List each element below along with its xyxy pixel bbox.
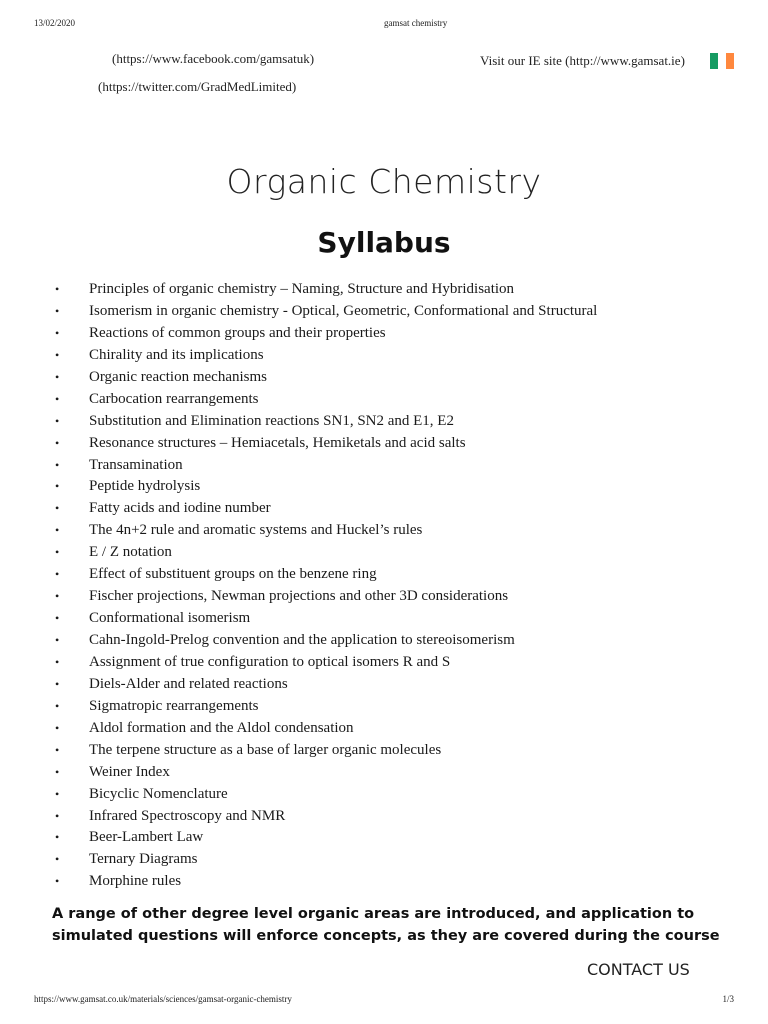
flag-green-band [710, 53, 718, 69]
page-title: Organic Chemistry [226, 162, 542, 201]
print-footer-url: https://www.gamsat.co.uk/materials/sciences/gamsat-organic-chemistry [34, 994, 292, 1004]
syllabus-item: • Carbocation rearrangements [52, 389, 597, 411]
syllabus-item: • Chirality and its implications [52, 345, 597, 367]
contact-us-link[interactable]: CONTACT US [587, 960, 690, 979]
syllabus-item: • Infrared Spectroscopy and NMR [52, 806, 597, 828]
syllabus-item: • Morphine rules [52, 871, 597, 893]
ie-site-link[interactable]: Visit our IE site (http://www.gamsat.ie) [480, 53, 685, 68]
syllabus-item: • Sigmatropic rearrangements [52, 696, 597, 718]
syllabus-item: • Fatty acids and iodine number [52, 498, 597, 520]
syllabus-item: • The terpene structure as a base of larger organic molecules [52, 740, 597, 762]
summary-text: A range of other degree level organic areas are introduced, and application to simulated questions will enforce concepts, as they are covered during the course [52, 906, 720, 944]
section-title: Syllabus [317, 226, 451, 259]
flag-orange-band [726, 53, 734, 69]
syllabus-item: • Effect of substituent groups on the benzene ring [52, 564, 597, 586]
syllabus-item: • Cahn-Ingold-Prelog convention and the application to stereoisomerism [52, 630, 597, 652]
print-header-title: gamsat chemistry [384, 18, 448, 28]
print-date: 13/02/2020 [34, 18, 76, 28]
syllabus-item: • Beer-Lambert Law [52, 827, 597, 849]
syllabus-item: • Resonance structures – Hemiacetals, Hemiketals and acid salts [52, 433, 597, 455]
syllabus-item: • Diels-Alder and related reactions [52, 674, 597, 696]
syllabus-item: • Transamination [52, 455, 597, 477]
syllabus-item: • Conformational isomerism [52, 608, 597, 630]
syllabus-item: • Bicyclic Nomenclature [52, 784, 597, 806]
print-page-number: 1/3 [722, 994, 734, 1004]
syllabus-item: • Reactions of common groups and their properties [52, 323, 597, 345]
facebook-link[interactable]: (https://www.facebook.com/gamsatuk) [112, 51, 315, 66]
syllabus-item: • Fischer projections, Newman projections and other 3D considerations [52, 586, 597, 608]
syllabus-item: • Peptide hydrolysis [52, 476, 597, 498]
syllabus-item: • Ternary Diagrams [52, 849, 597, 871]
syllabus-item: • E / Z notation [52, 542, 597, 564]
flag-white-band [718, 53, 726, 69]
ireland-flag-icon[interactable] [710, 53, 734, 69]
syllabus-item: • Organic reaction mechanisms [52, 367, 597, 389]
syllabus-item: • Assignment of true configuration to optical isomers R and S [52, 652, 597, 674]
syllabus-item: • Substitution and Elimination reactions SN1, SN2 and E1, E2 [52, 411, 597, 433]
syllabus-item: • Aldol formation and the Aldol condensation [52, 718, 597, 740]
twitter-link[interactable]: (https://twitter.com/GradMedLimited) [98, 79, 297, 94]
syllabus-item: • Isomerism in organic chemistry - Optical, Geometric, Conformational and Structural [52, 301, 597, 323]
syllabus-item: • Principles of organic chemistry – Naming, Structure and Hybridisation [52, 279, 597, 301]
syllabus-item: • The 4n+2 rule and aromatic systems and Huckel’s rules [52, 520, 597, 542]
syllabus-list [52, 279, 597, 893]
syllabus-item: • Weiner Index [52, 762, 597, 784]
